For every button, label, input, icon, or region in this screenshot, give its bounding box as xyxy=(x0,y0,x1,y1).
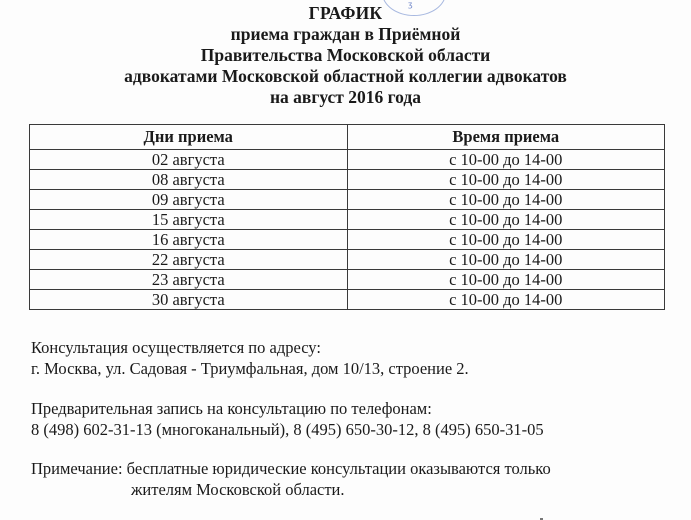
header-line-4: на август 2016 года xyxy=(269,87,422,107)
table-cell-time: с 10-00 до 14-00 xyxy=(347,250,665,270)
table-row xyxy=(30,210,665,230)
table-cell-time: с 10-00 до 14-00 xyxy=(347,210,665,230)
document-header xyxy=(0,0,691,108)
document-title: ГРАФИК xyxy=(308,3,383,23)
table-row xyxy=(30,150,665,170)
phones-value: 8 (498) 602-31-13 (многоканальный), 8 (495) 650-30-12, 8 (495) 650-31-05 xyxy=(31,420,544,439)
table-cell-day: 22 августа xyxy=(30,250,348,270)
column-header-time: Время приема xyxy=(347,125,665,150)
table-cell-time: с 10-00 до 14-00 xyxy=(347,170,665,190)
phones-section xyxy=(31,398,544,440)
column-header-days: Дни приема xyxy=(30,125,348,150)
table-cell-time: с 10-00 до 14-00 xyxy=(347,150,665,170)
table-cell-time: с 10-00 до 14-00 xyxy=(347,230,665,250)
table-header-row xyxy=(30,125,665,150)
table-cell-day: 09 августа xyxy=(30,190,348,210)
stamp-mark-icon: ʒ xyxy=(408,0,413,9)
table-row xyxy=(30,190,665,210)
address-section xyxy=(31,337,469,379)
phones-label: Предварительная запись на консультацию по телефонам: xyxy=(31,399,432,418)
table-cell-day: 16 августа xyxy=(30,230,348,250)
address-label: Консультация осуществляется по адресу: xyxy=(31,338,321,357)
table-cell-time: с 10-00 до 14-00 xyxy=(347,290,665,310)
table-cell-day: 02 августа xyxy=(30,150,348,170)
table-cell-day: 15 августа xyxy=(30,210,348,230)
header-line-1: приема граждан в Приёмной xyxy=(230,24,461,44)
note-line-2: жителям Московской области. xyxy=(131,480,345,499)
table-cell-day: 08 августа xyxy=(30,170,348,190)
table-row xyxy=(30,290,665,310)
note-line-1: Примечание: бесплатные юридические консультации оказываются только xyxy=(31,459,551,478)
table-row xyxy=(30,270,665,290)
table-cell-day: 30 августа xyxy=(30,290,348,310)
header-line-3: адвокатами Московской областной коллегии адвокатов xyxy=(124,66,567,86)
header-line-2: Правительства Московской области xyxy=(200,45,491,65)
table-cell-day: 23 августа xyxy=(30,270,348,290)
table-row xyxy=(30,170,665,190)
note-section xyxy=(31,458,551,500)
table-row xyxy=(30,250,665,270)
table-cell-time: с 10-00 до 14-00 xyxy=(347,190,665,210)
address-value: г. Москва, ул. Садовая - Триумфальная, дом 10/13, строение 2. xyxy=(31,359,469,378)
table-row xyxy=(30,230,665,250)
schedule-table xyxy=(29,124,665,310)
table-cell-time: с 10-00 до 14-00 xyxy=(347,270,665,290)
